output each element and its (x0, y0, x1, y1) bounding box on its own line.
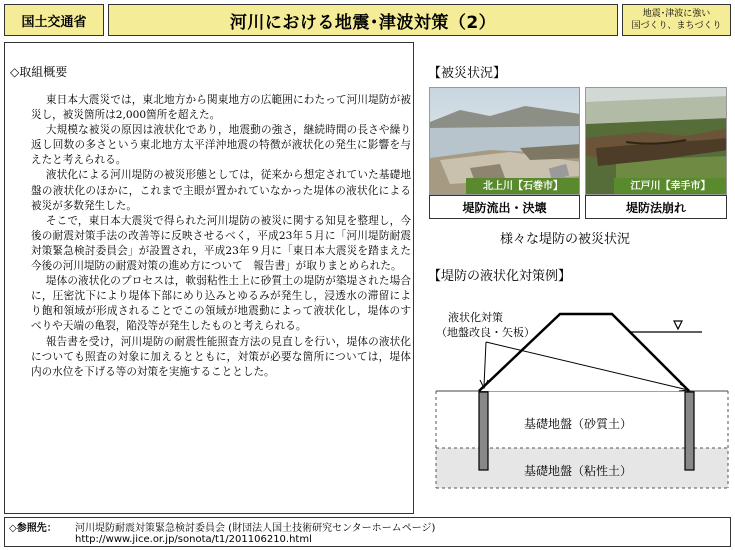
reference-url[interactable]: http://www.jice.or.jp/sonota/t1/201106210.html (75, 534, 312, 545)
damage-heading: 【被災状況】 (428, 66, 507, 81)
photo-kitakami-location: 北上川【石巻市】 (466, 178, 580, 195)
damage-photo-edogawa (585, 87, 727, 195)
paragraph: 大規模な被災の原因は液状化であり，地震動の強さ，継続時間の長さや繰り返し回数の多さという東北地方太平洋沖地震の特徴が液状化の発生に影響を与えたと考えられる。 (31, 124, 411, 167)
liquefaction-diagram (424, 288, 732, 512)
reference-label: ◇参照先： (9, 523, 57, 534)
paragraph: 液状化による河川堤防の被災形態としては，従来から想定されていた基礎地盤の液状化のほかに，これまで主眼が置かれていなかった堤体の液状化による被災が多数発生した。 (31, 169, 411, 212)
page-title: 河川における地震･津波対策（2） (229, 12, 497, 33)
photo-kitakami-label: 堤防流出・決壊 (429, 195, 580, 219)
header-title-box (108, 4, 618, 36)
reference-footer (4, 517, 731, 547)
sheet-pile-left (479, 392, 488, 470)
paragraph: 堤体の液状化のプロセスは，軟弱粘性土上に砂質土の堤防が築堤された場合に，圧密沈下により堤体下部にめり込みとゆるみが発生し，浸透水の滞留により飽和領域が形成されることでこの領域が地震動によって液状化し，堤体のすべりや天端の亀裂，陥没等が発生したものと考えられる。 (31, 275, 411, 333)
paragraph: 報告書を受け，河川堤防の耐震性能照査方法の見直しを行い，堤体の液状化についても照査の対象に加えるとともに，対策が必要な箇所については，堤体内の水位を下げる等の対策を実施することとした。 (31, 335, 411, 378)
layer-clay-label: 基礎地盤（粘性土） (524, 464, 633, 478)
photo-edogawa-location: 江戸川【幸手市】 (614, 178, 727, 195)
countermeasure-note-line2: （地盤改良・矢板） (436, 326, 535, 339)
overview-body (31, 93, 411, 380)
photo-edogawa-label: 堤防法崩れ (585, 195, 727, 219)
overview-heading: ◇取組概要 (10, 65, 68, 79)
paragraph: 東日本大震災では，東北地方から関東地方の広範囲にわたって河川堤防が被災し，被災箇所は2,000箇所を超えた。 (31, 94, 411, 122)
header-tag (622, 4, 731, 36)
org-name: 国土交通省 (21, 14, 87, 30)
countermeasure-note (436, 310, 535, 340)
header-tag-line2: 国づくり、まちづくり (631, 21, 722, 31)
paragraph: そこで，東日本大震災で得られた河川堤防の被災に関する知見を整理し，今後の耐震対策手法の改善等に反映させるべく，平成23年５月に「河川堤防耐震対策緊急検討委員会」が設置され，平成23年９月に「東日本大震災を踏まえた今後の河川堤防の耐震対策の進め方について 報告書」が取りまとめられた。 (31, 214, 411, 273)
header-tag-line1: 地震･津波に強い (642, 9, 711, 19)
damage-caption: 様々な堤防の被災状況 (500, 232, 631, 247)
sheet-pile-right (685, 392, 694, 470)
countermeasure-heading: 【堤防の液状化対策例】 (428, 269, 572, 284)
header-org (4, 4, 104, 36)
water-level-icon (674, 321, 682, 329)
layer-sand-label: 基礎地盤（砂質土） (524, 417, 633, 431)
damage-photo-kitakami (429, 87, 580, 195)
countermeasure-note-line1: 液状化対策 (448, 311, 503, 324)
reference-source: 河川堤防耐震対策緊急検討委員会 (財団法人国土技術研究センターホームページ) (75, 523, 436, 534)
overview-panel (4, 42, 414, 514)
